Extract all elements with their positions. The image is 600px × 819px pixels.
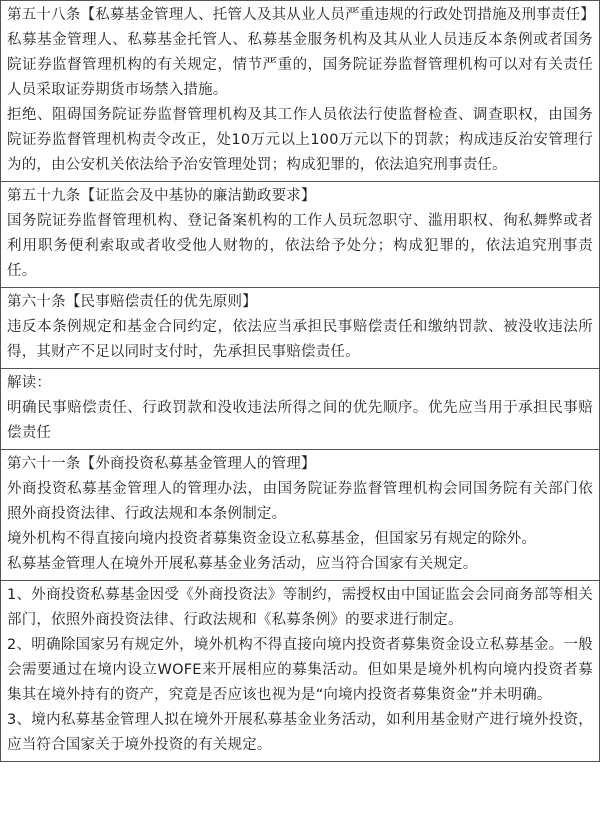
note-3: 3、境内私募基金管理人拟在境外开展私募基金业务活动，如利用基金财产进行境外投资，应当符合国家关于境外投资的有关规定。	[7, 712, 593, 753]
article-60-cell	[1, 287, 599, 368]
interpretation-paragraph-1: 明确民事赔偿责任、行政罚款和没收违法所得之间的优先顺序。优先应当用于承担民事赔偿责任	[7, 400, 593, 441]
article-61-paragraph-1: 外商投资私募基金管理人的管理办法，由国务院证券监督管理机构会同国务院有关部门依照外商投资法律、行政法规和本条例制定。	[7, 481, 593, 522]
note-1: 1、外商投资私募基金因受《外商投资法》等制约，需授权由中国证监会会同商务部等相关部门，依照外商投资法律、行政法规和《私募条例》的要求进行制定。	[7, 587, 593, 628]
interpretation-heading: 解读：	[7, 375, 52, 391]
note-2: 2、明确除国家另有规定外，境外机构不得直接向境内投资者募集资金设立私募基金。一般会需要通过在境内设立WOFE来开展相应的募集活动。但如果是境外机构向境内投资者募集其在境外持有的资产，究竟是否应该也视为是“向境内投资者募集资金”并未明确。	[7, 637, 593, 703]
article-61-paragraph-3: 私募基金管理人在境外开展私募基金业务活动，应当符合国家有关规定。	[7, 556, 478, 572]
article-58-heading: 第五十八条【私募基金管理人、托管人及其从业人员严重违规的行政处罚措施及刑事责任】	[7, 7, 595, 23]
article-60-paragraph-1: 违反本条例规定和基金合同约定，依法应当承担民事赔偿责任和缴纳罚款、被没收违法所得，其财产不足以同时支付时，先承担民事赔偿责任。	[7, 319, 593, 360]
article-60-interpretation-cell	[1, 368, 599, 449]
article-61-cell	[1, 449, 599, 580]
article-61-heading: 第六十一条【外商投资私募基金管理人的管理】	[7, 456, 316, 472]
article-59-cell	[1, 181, 599, 287]
article-59-paragraph-1: 国务院证券监督管理机构、登记备案机构的工作人员玩忽职守、滥用职权、徇私舞弊或者利用职务便利索取或者收受他人财物的，依法给予处分；构成犯罪的，依法追究刑事责任。	[7, 213, 593, 279]
article-61-notes-cell	[1, 580, 599, 762]
article-58-cell	[1, 0, 599, 181]
article-61-paragraph-2: 境外机构不得直接向境内投资者募集资金设立私募基金，但国家另有规定的除外。	[7, 531, 537, 547]
article-58-paragraph-1: 私募基金管理人、私募基金托管人、私募基金服务机构及其从业人员违反本条例或者国务院证券监督管理机构的有关规定，情节严重的，国务院证券监督管理机构可以对有关责任人员采取证券期货市场禁入措施。	[7, 32, 593, 98]
article-60-heading: 第六十条【民事赔偿责任的优先原则】	[7, 294, 257, 310]
article-58-paragraph-2: 拒绝、阻碍国务院证券监督管理机构及其工作人员依法行使监督检查、调查职权，由国务院证券监督管理机构责令改正，处10万元以上100万元以下的罚款；构成违反治安管理行为的，由公安机关依法给予治安管理处罚；构成犯罪的，依法追究刑事责任。	[7, 107, 593, 173]
article-59-heading: 第五十九条【证监会及中基协的廉洁勤政要求】	[7, 188, 316, 204]
